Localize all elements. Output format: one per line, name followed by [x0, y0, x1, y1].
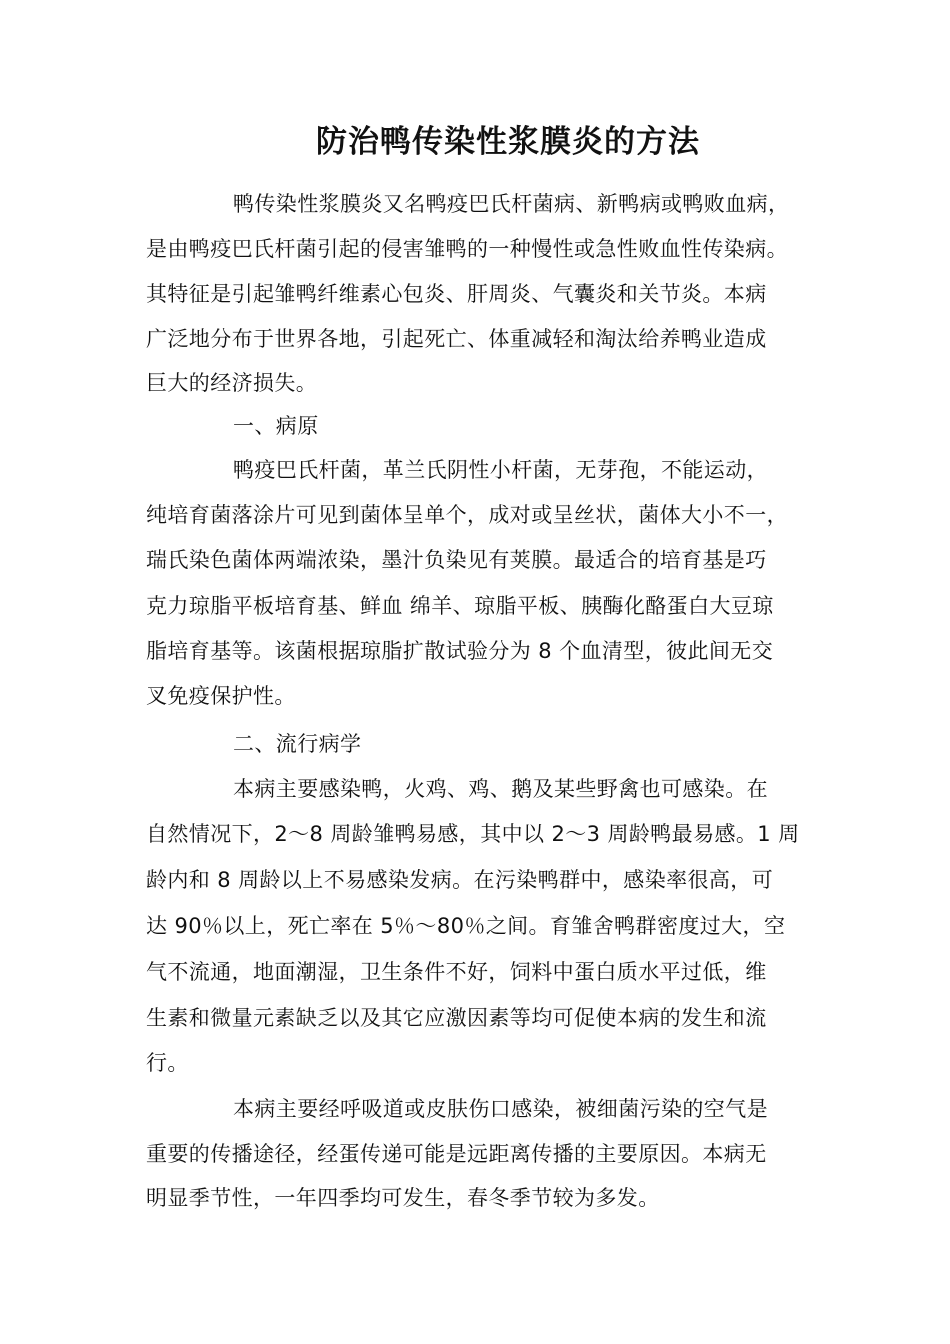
paragraph-line: 纯培育菌落涂片可见到菌体呈单个，成对或呈丝状，菌体大小不一， [146, 503, 788, 527]
paragraph-line: 是由鸭疫巴氏杆菌引起的侵害雏鸭的一种慢性或急性败血性传染病。 [146, 237, 788, 261]
paragraph-line: 重要的传播途径，经蛋传递可能是远距离传播的主要原因。本病无 [146, 1142, 767, 1166]
paragraph-line: 克力琼脂平板培育基、鲜血 绵羊、琼脂平板、胰酶化酪蛋白大豆琼 [146, 594, 774, 618]
paragraph-line: 巨大的经济损失。 [146, 371, 318, 395]
paragraph-line: 本病主要经呼吸道或皮肤伤口感染，被细菌污染的空气是 [233, 1097, 768, 1121]
paragraph-line: 达 90％以上，死亡率在 5％～80％之间。育雏舍鸭群密度过大，空 [146, 914, 786, 938]
paragraph-line: 脂培育基等。该菌根据琼脂扩散试验分为 8 个血清型，彼此间无交 [146, 639, 774, 663]
paragraph-line: 其特征是引起雏鸭纤维素心包炎、肝周炎、气囊炎和关节炎。本病 [146, 282, 767, 306]
paragraph-line: 行。 [146, 1051, 189, 1075]
paragraph-line: 气不流通，地面潮湿，卫生条件不好，饲料中蛋白质水平过低，维 [146, 960, 767, 984]
section-heading: 二、流行病学 [233, 732, 362, 756]
paragraph-line: 叉免疫保护性。 [146, 684, 296, 708]
paragraph-line: 鸭传染性浆膜炎又名鸭疫巴氏杆菌病、新鸭病或鸭败血病， [233, 192, 790, 216]
paragraph-line: 鸭疫巴氏杆菌，革兰氏阴性小杆菌，无芽孢，不能运动， [233, 458, 768, 482]
section-heading: 一、病原 [233, 414, 319, 438]
paragraph-line: 广泛地分布于世界各地，引起死亡、体重减轻和淘汰给养鸭业造成 [146, 327, 767, 351]
paragraph-line: 本病主要感染鸭，火鸡、鸡、鹅及某些野禽也可感染。在 [233, 777, 768, 801]
paragraph-line: 生素和微量元素缺乏以及其它应激因素等均可促使本病的发生和流 [146, 1006, 767, 1030]
paragraph-line: 瑞氏染色菌体两端浓染，墨汁负染见有荚膜。最适合的培育基是巧 [146, 548, 767, 572]
document-title: 防治鸭传染性浆膜炎的方法 [316, 124, 700, 160]
paragraph-line: 明显季节性，一年四季均可发生，春冬季节较为多发。 [146, 1186, 660, 1210]
paragraph-line: 自然情况下，2～8 周龄雏鸭易感，其中以 2～3 周龄鸭最易感。1 周 [146, 822, 800, 846]
paragraph-line: 龄内和 8 周龄以上不易感染发病。在污染鸭群中，感染率很高，可 [146, 868, 774, 892]
